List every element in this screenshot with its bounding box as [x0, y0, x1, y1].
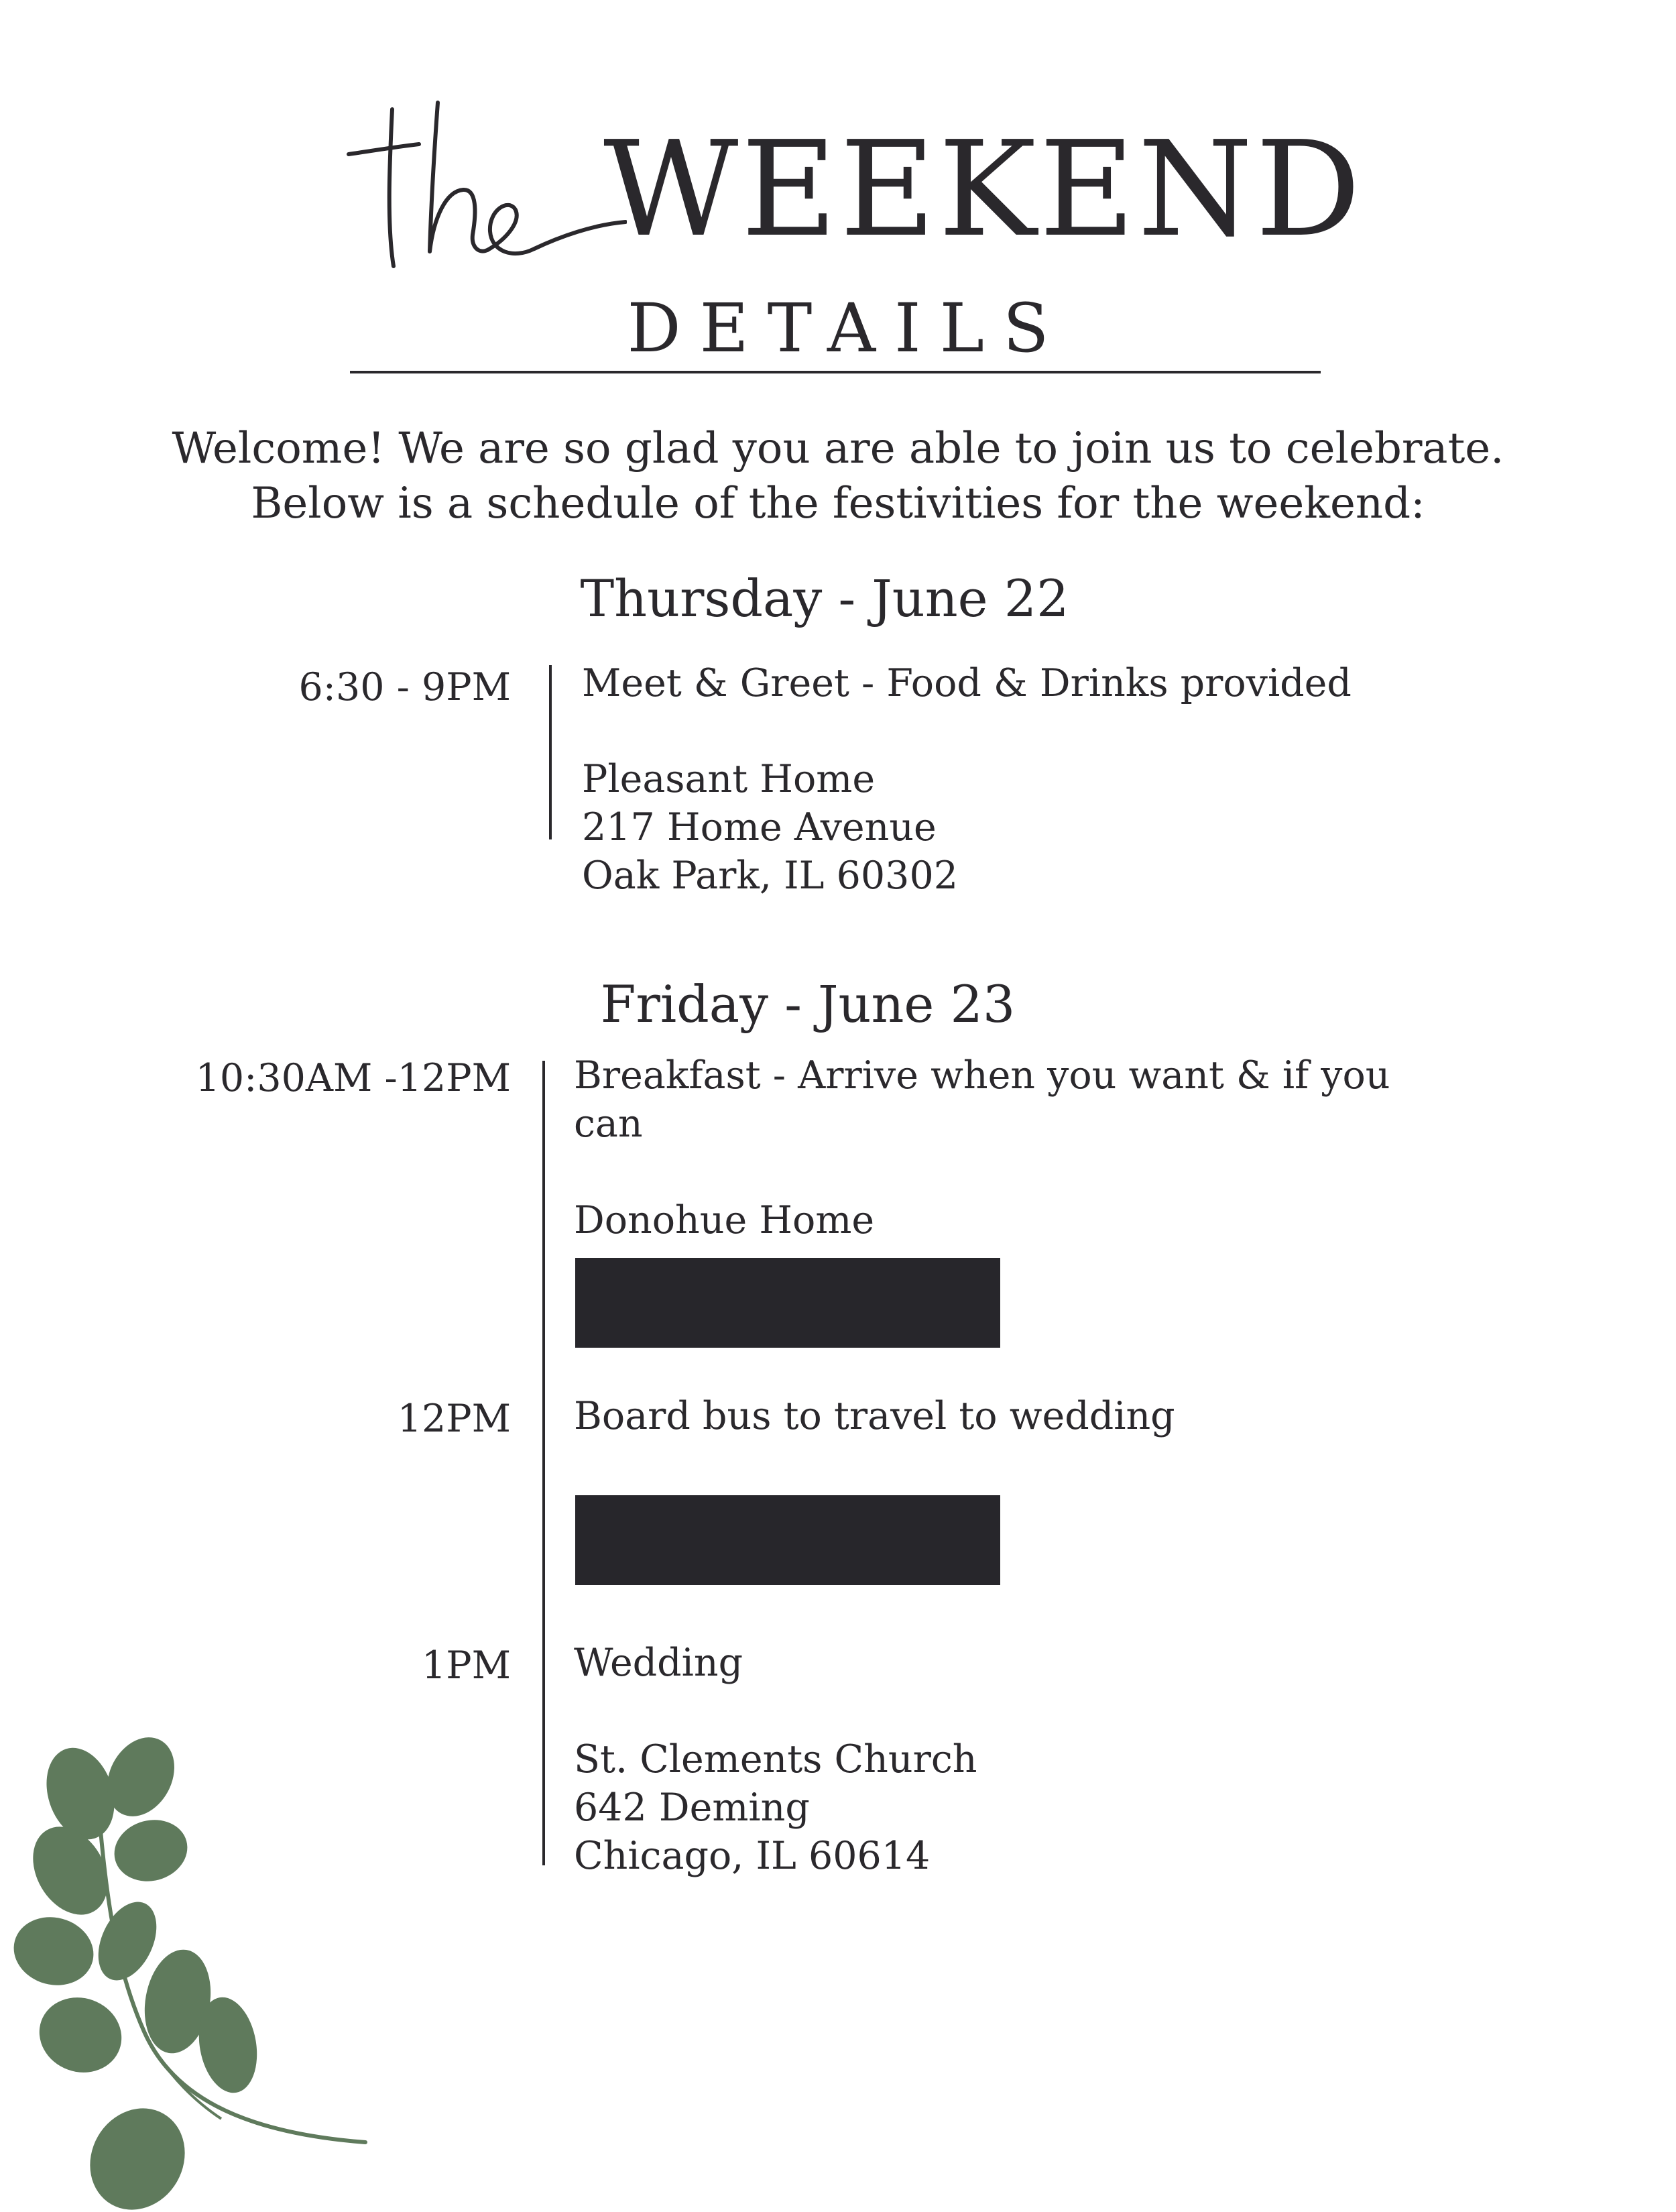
event-venue-pleasant-home: Pleasant Home: [582, 757, 876, 801]
timeline-friday: [542, 1061, 545, 1865]
event-address-line-1: 642 Deming: [574, 1786, 810, 1830]
event-title-meet-greet: Meet & Greet - Food & Drinks provided: [582, 661, 1352, 705]
event-address-line-2: Chicago, IL 60614: [574, 1834, 931, 1878]
event-time-breakfast: 10:30AM -12PM: [195, 1056, 511, 1100]
redacted-address-block: [575, 1258, 1000, 1348]
event-address-line-2: Oak Park, IL 60302: [582, 854, 958, 898]
event-time-meet-greet: 6:30 - 9PM: [298, 665, 511, 709]
event-title-wedding: Wedding: [574, 1641, 743, 1685]
event-title-bus: Board bus to travel to wedding: [574, 1394, 1175, 1438]
intro-line-2: Below is a schedule of the festivities for the weekend:: [251, 479, 1425, 528]
redacted-location-block: [575, 1495, 1000, 1585]
header-divider: [350, 371, 1321, 373]
day-heading-thursday: Thursday - June 22: [580, 569, 1069, 628]
eucalyptus-branch-icon: [0, 1730, 389, 2212]
timeline-thursday: [549, 665, 552, 839]
title-weekend: WEEKEND: [603, 113, 1364, 266]
event-venue-church: St. Clements Church: [574, 1737, 977, 1782]
intro-text: [0, 421, 1676, 531]
event-title-breakfast-line-1: Breakfast - Arrive when you want & if you: [574, 1053, 1390, 1098]
event-time-bus: 12PM: [397, 1397, 511, 1441]
event-address-line-1: 217 Home Avenue: [582, 805, 937, 850]
event-time-wedding: 1PM: [422, 1643, 511, 1688]
event-title-breakfast-line-2: can: [574, 1102, 643, 1146]
script-the-heading: [345, 91, 627, 278]
day-heading-friday: Friday - June 23: [600, 974, 1016, 1034]
subtitle-details: DETAILS: [627, 289, 1068, 367]
event-venue-donohue-home: Donohue Home: [574, 1198, 875, 1242]
intro-line-1: Welcome! We are so glad you are able to join us to celebrate.: [172, 424, 1504, 473]
